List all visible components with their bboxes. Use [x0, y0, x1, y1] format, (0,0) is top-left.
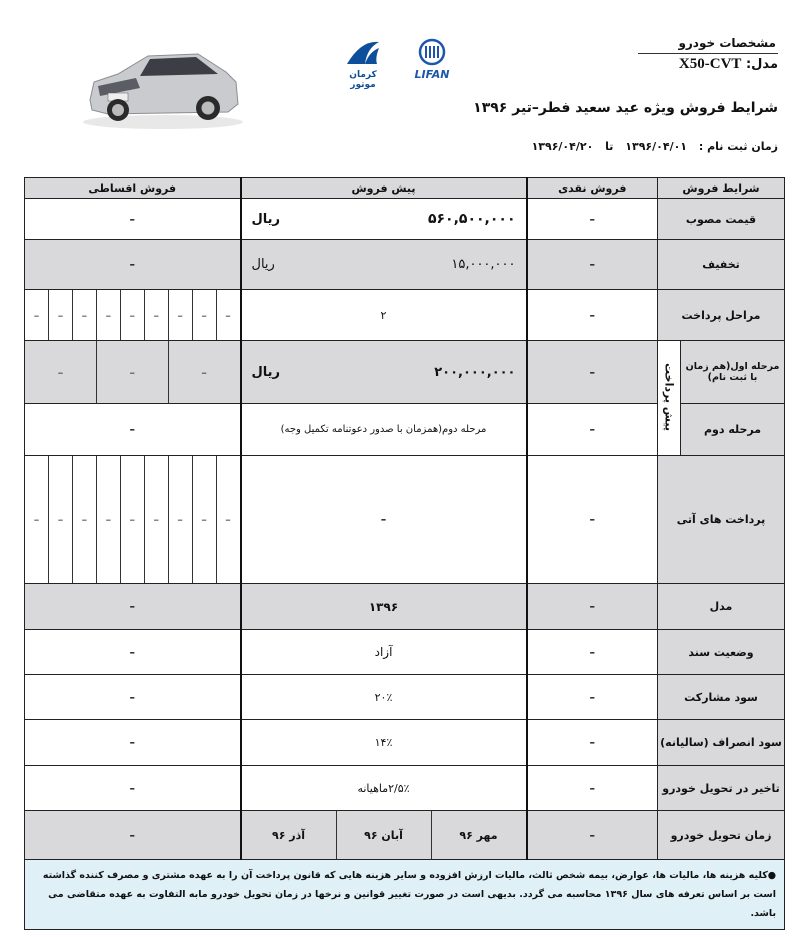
delivery-month-3: آذر ۹۶	[272, 828, 306, 842]
cash-penalty: –	[527, 720, 658, 766]
table-row	[25, 584, 785, 630]
presale-stage2: مرحله دوم(همزمان با صدور دعوتنامه تکمیل وجه)	[241, 404, 527, 456]
spec-title: مشخصات خودرو	[638, 36, 778, 54]
period-to: ۱۳۹۶/۰۴/۲۰	[531, 140, 594, 153]
cash-delivery: –	[527, 811, 658, 860]
row-label-price: قیمت مصوب	[658, 199, 785, 240]
col-header-cash: فروش نقدی	[527, 178, 658, 199]
lifan-emblem-icon	[417, 38, 447, 66]
presale-penalty: ۱۴٪	[241, 720, 527, 766]
installment-profit: –	[25, 675, 241, 720]
installment-cell: –	[33, 513, 40, 526]
table-row	[25, 290, 785, 341]
row-label-stage1: مرحله اول(هم زمان با ثبت نام)	[681, 341, 785, 404]
cash-discount: –	[527, 240, 658, 290]
period-label: زمان ثبت نام :	[698, 140, 778, 153]
presale-discount	[241, 240, 527, 290]
model-row	[673, 56, 778, 73]
registration-period	[524, 140, 778, 153]
row-label-document: وضعیت سند	[658, 630, 785, 675]
cash-profit: –	[527, 675, 658, 720]
cash-document: –	[527, 630, 658, 675]
price-unit: ریال	[251, 211, 281, 227]
col-header-installment: فروش اقساطی	[25, 178, 241, 199]
lifan-logo	[407, 38, 457, 81]
installment-cell: –	[216, 290, 240, 340]
installment-delivery: –	[25, 811, 241, 860]
cash-stages: –	[527, 290, 658, 341]
promo-title: شرایط فروش ویژه عید سعید فطر–تیر ۱۳۹۶	[473, 100, 778, 116]
presale-stages: ۲	[241, 290, 527, 341]
installment-delay: –	[25, 766, 241, 811]
installment-cell: –	[144, 456, 168, 583]
table-row	[25, 341, 785, 404]
installment-cell: –	[96, 290, 120, 340]
installment-cell: –	[72, 456, 96, 583]
row-label-stage2: مرحله دوم	[681, 404, 785, 456]
installment-stage2: –	[25, 404, 241, 456]
cash-model: –	[527, 584, 658, 630]
table-row	[25, 766, 785, 811]
col-header-conditions: شرایط فروش	[658, 178, 785, 199]
table-row	[25, 456, 785, 584]
discount-unit: ریال	[251, 257, 275, 272]
model-label: مدل:	[745, 57, 778, 72]
installment-cell: –	[192, 456, 216, 583]
installment-cell: –	[192, 290, 216, 340]
row-label-discount: تخفیف	[658, 240, 785, 290]
table-row	[25, 860, 785, 930]
cash-delay: –	[527, 766, 658, 811]
table-row	[25, 630, 785, 675]
prepayment-group-label	[658, 341, 681, 456]
period-to-word: تا	[605, 140, 614, 153]
installment-discount: –	[25, 240, 241, 290]
kerman-motor-emblem-icon	[343, 38, 383, 68]
presale-price	[241, 199, 527, 240]
delivery-month-1: مهر ۹۶	[431, 811, 526, 859]
row-label-profit: سود مشارکت	[658, 675, 785, 720]
row-label-penalty: سود انصراف (سالیانه)	[658, 720, 785, 766]
installment-cell: –	[144, 290, 168, 340]
installment-cell: –	[48, 456, 72, 583]
presale-model: ۱۳۹۶	[241, 584, 527, 630]
installment-penalty: –	[25, 720, 241, 766]
presale-stage1	[241, 341, 527, 404]
installment-cell: –	[168, 290, 192, 340]
installment-stages	[25, 290, 241, 341]
installment-future	[25, 456, 241, 584]
price-value: ۵۶۰,۵۰۰,۰۰۰	[427, 211, 516, 227]
presale-profit: ۲۰٪	[241, 675, 527, 720]
cash-stage1: –	[527, 341, 658, 404]
row-label-stages: مراحل پرداخت	[658, 290, 785, 341]
presale-document: آزاد	[241, 630, 527, 675]
presale-delay: ۲/۵٪ماهیانه	[241, 766, 527, 811]
discount-value: ۱۵,۰۰۰,۰۰۰	[451, 257, 516, 272]
model-value: X50-CVT	[678, 56, 742, 72]
table-row	[25, 811, 785, 860]
car-image	[78, 38, 248, 130]
installment-cell: –	[96, 456, 120, 583]
installment-cell: –	[168, 341, 240, 403]
table-row	[25, 199, 785, 240]
installment-cell: –	[120, 290, 144, 340]
stage1-value: ۲۰۰,۰۰۰,۰۰۰	[434, 364, 516, 380]
row-label-delay: تاخیر در تحویل خودرو	[658, 766, 785, 811]
installment-model: –	[25, 584, 241, 630]
table-row	[25, 720, 785, 766]
installment-cell: –	[57, 365, 64, 379]
kerman-motor-logo	[338, 38, 388, 90]
presale-delivery	[241, 811, 527, 860]
kerman-motor-text: کرمان موتور	[349, 70, 377, 90]
installment-cell: –	[33, 308, 40, 322]
installment-price: –	[25, 199, 241, 240]
sales-conditions-table	[24, 177, 785, 930]
stage1-unit: ریال	[251, 364, 281, 380]
col-header-presale: پیش فروش	[241, 178, 527, 199]
installment-cell: –	[168, 456, 192, 583]
table-header-row	[25, 178, 785, 199]
period-from: ۱۳۹۶/۰۴/۰۱	[625, 140, 688, 153]
installment-cell: –	[216, 456, 240, 583]
installment-document: –	[25, 630, 241, 675]
table-row	[25, 240, 785, 290]
row-label-model: مدل	[658, 584, 785, 630]
table-row	[25, 675, 785, 720]
footnote: ●کلیه هزینه ها، مالیات ها، عوارض، بیمه شخص ثالث، مالیات ارزش افزوده و سایر هزینه هایی که قانون پرداخت آن را به عهده مشتری و مصرف کننده گذاشته است بر اساس تعرفه های سال ۱۳۹۶ محاسبه می گردد. بدیهی است در صورت تغییر قوانین و نرخها در زمان تحویل خودرو مابه التفاوت به عهده متقاضی می باشد.	[25, 860, 785, 930]
delivery-month-2: آبان ۹۶	[336, 811, 431, 859]
cash-stage2: –	[527, 404, 658, 456]
row-label-future: پرداخت های آتی	[658, 456, 785, 584]
row-label-delivery: زمان تحویل خودرو	[658, 811, 785, 860]
cash-future: –	[527, 456, 658, 584]
cash-price: –	[527, 199, 658, 240]
prepayment-group-text: پیش پرداخت	[662, 362, 676, 431]
installment-cell: –	[120, 456, 144, 583]
installment-cell: –	[96, 341, 168, 403]
installment-cell: –	[72, 290, 96, 340]
presale-future: –	[241, 456, 527, 584]
installment-stage1	[25, 341, 241, 404]
lifan-text: LIFAN	[414, 68, 450, 81]
installment-cell: –	[48, 290, 72, 340]
